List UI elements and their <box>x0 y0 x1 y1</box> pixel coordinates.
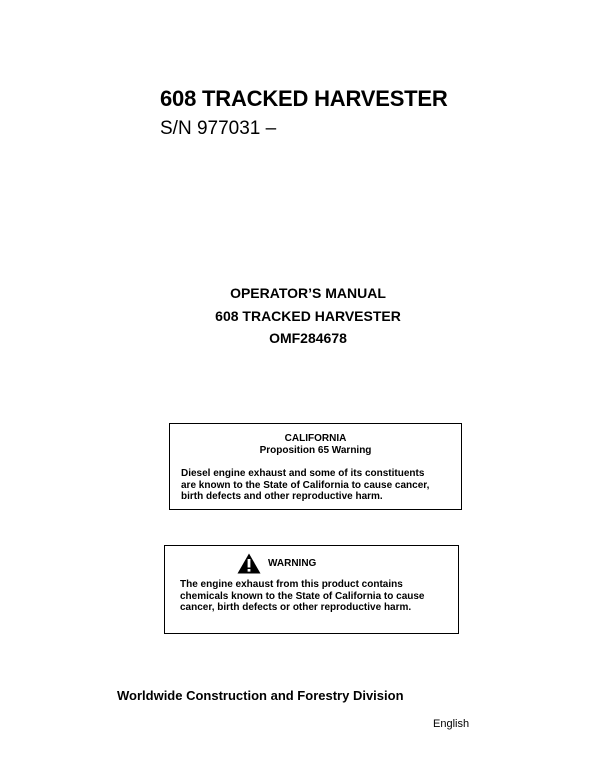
notice-heading <box>170 433 461 457</box>
manual-type: OPERATOR’S MANUAL <box>230 285 386 301</box>
notice-line: are known to the State of California to cause cancer, <box>181 479 430 491</box>
notice-title: CALIFORNIA <box>284 433 347 444</box>
warning-line: cancer, birth defects or other reproductive harm. <box>180 602 412 613</box>
california-prop65-notice <box>169 423 462 510</box>
warning-line: chemicals known to the State of California to cause <box>180 590 425 602</box>
document-title: 608 TRACKED HARVESTER <box>160 86 448 111</box>
division-name: Worldwide Construction and Forestry Division <box>117 688 404 703</box>
serial-number: S/N 977031 – <box>160 118 277 139</box>
language-label: English <box>433 718 470 730</box>
engine-exhaust-warning <box>164 545 459 634</box>
notice-line: Diesel engine exhaust and some of its constituents <box>181 468 425 479</box>
warning-label: WARNING <box>268 557 317 569</box>
manual-model: 608 TRACKED HARVESTER <box>215 307 401 324</box>
notice-subtitle: Proposition 65 Warning <box>259 445 372 456</box>
warning-line: The engine exhaust from this product contains <box>180 579 403 590</box>
notice-line: birth defects and other reproductive harm. <box>181 491 383 502</box>
warning-body <box>180 579 425 614</box>
warning-triangle-icon <box>237 553 261 574</box>
manual-number: OMF284678 <box>269 330 347 346</box>
manual-identification <box>150 282 466 350</box>
notice-body <box>181 468 429 503</box>
warning-heading <box>237 552 316 574</box>
